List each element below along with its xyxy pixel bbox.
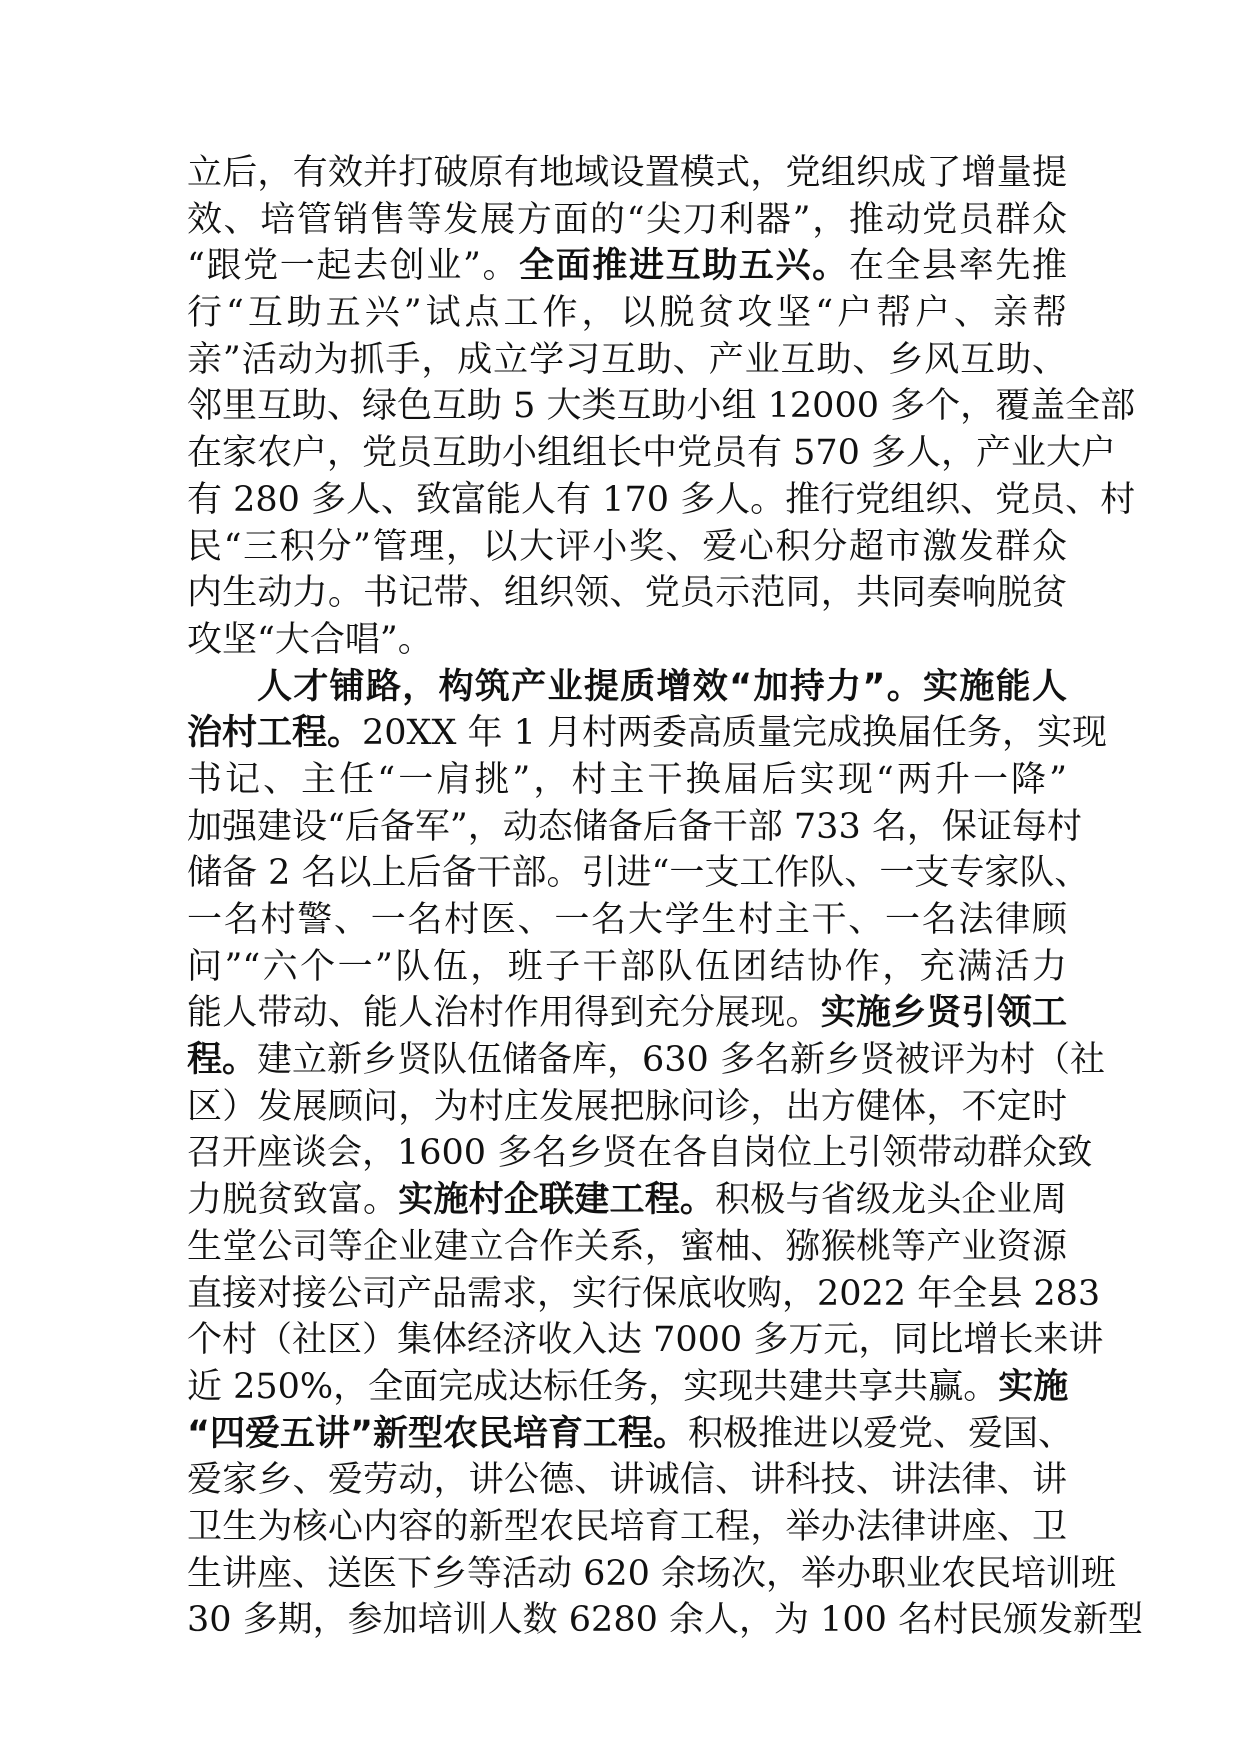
text-line bbox=[187, 197, 1067, 244]
text-line bbox=[187, 850, 1090, 897]
text-segment: 个村（社区）集体经济收入达 7000 多万元，同比增长来讲 bbox=[187, 1320, 1104, 1361]
text-line bbox=[187, 990, 1067, 1037]
text-line bbox=[187, 383, 1136, 430]
text-segment: “跟党一起去创业”。 bbox=[187, 246, 520, 287]
text-line bbox=[187, 1364, 1067, 1411]
bold-text-segment: 实施 bbox=[998, 1366, 1069, 1407]
text-segment: 有 280 多人、致富能人有 170 多人。推行党组织、党员、村 bbox=[187, 479, 1136, 520]
bold-text-segment: 实施乡贤引领工 bbox=[820, 993, 1067, 1034]
body-text bbox=[187, 150, 1144, 1644]
text-segment: 区）发展顾问，为村庄发展把脉问诊，出方健体，不定时 bbox=[187, 1086, 1067, 1127]
text-segment: 20XX 年 1 月村两委高质量完成换届任务，实现 bbox=[362, 713, 1108, 754]
text-segment: 积极与省级龙头企业周 bbox=[715, 1180, 1067, 1221]
text-segment: 问”“六个一”队伍，班子干部队伍团结协作，充满活力 bbox=[187, 946, 1067, 987]
text-line bbox=[187, 1411, 1074, 1458]
text-segment: 邻里互助、绿色互助 5 大类互助小组 12000 多个，覆盖全部 bbox=[187, 386, 1136, 427]
text-line bbox=[187, 1551, 1117, 1598]
text-line bbox=[187, 243, 1067, 290]
text-line bbox=[187, 617, 1067, 664]
bold-text-segment: 全面推进互助五兴。 bbox=[519, 246, 849, 287]
text-line bbox=[187, 1504, 1067, 1551]
text-segment: 民“三积分”管理，以大评小奖、爱心积分超市激发群众 bbox=[187, 526, 1067, 567]
text-segment: 能人带动、能人治村作用得到充分展现。 bbox=[187, 993, 821, 1034]
text-line bbox=[187, 477, 1136, 524]
text-segment: 行“互助五兴”试点工作，以脱贫攻坚“户帮户、亲帮 bbox=[187, 293, 1067, 334]
text-segment: 立后，有效并打破原有地域设置模式，党组织成了增量提 bbox=[187, 153, 1067, 193]
text-line bbox=[187, 1037, 1105, 1084]
text-line bbox=[187, 1084, 1067, 1131]
text-segment: 书记、主任“一肩挑”，村主干换届后实现“两升一降” bbox=[187, 759, 1067, 800]
text-line bbox=[187, 757, 1067, 804]
text-segment: 亲”活动为抓手，成立学习互助、产业互助、乡风互助、 bbox=[187, 339, 1067, 380]
text-segment: 在家农户，党员互助小组组长中党员有 570 多人，产业大户 bbox=[187, 433, 1117, 474]
text-segment: 积极推进以爱党、爱国、 bbox=[688, 1413, 1074, 1454]
text-segment: 生堂公司等企业建立合作关系，蜜柚、猕猴桃等产业资源 bbox=[187, 1226, 1067, 1267]
text-segment: 加强建设“后备军”，动态储备后备干部 733 名，保证每村 bbox=[187, 806, 1082, 847]
text-segment: 直接对接公司产品需求，实行保底收购，2022 年全县 283 bbox=[187, 1273, 1101, 1314]
text-segment: 召开座谈会，1600 多名乡贤在各自岗位上引领带动群众致 bbox=[187, 1133, 1093, 1174]
text-segment: 近 250%，全面完成达标任务，实现共建共享共赢。 bbox=[187, 1366, 999, 1407]
text-line bbox=[187, 664, 1067, 711]
text-segment: 内生动力。书记带、组织领、党员示范同，共同奏响脱贫 bbox=[187, 573, 1067, 614]
text-line bbox=[187, 430, 1117, 477]
text-segment: 卫生为核心内容的新型农民培育工程，举办法律讲座、卫 bbox=[187, 1506, 1067, 1547]
text-segment: 力脱贫致富。 bbox=[187, 1180, 399, 1221]
text-line bbox=[187, 337, 1067, 384]
text-line bbox=[187, 1271, 1101, 1318]
text-segment: 生讲座、送医下乡等活动 620 余场次，举办职业农民培训班 bbox=[187, 1553, 1117, 1594]
text-line bbox=[187, 944, 1067, 991]
text-segment: 在全县率先推 bbox=[848, 246, 1067, 287]
text-line bbox=[187, 524, 1067, 571]
bold-text-segment: 实施村企联建工程。 bbox=[398, 1180, 716, 1221]
text-line bbox=[187, 1224, 1067, 1271]
text-segment: 储备 2 名以上后备干部。引进“一支工作队、一支专家队、 bbox=[187, 853, 1090, 894]
text-segment: 一名村警、一名村医、一名大学生村主干、一名法律顾 bbox=[187, 900, 1067, 940]
text-line bbox=[187, 1177, 1067, 1224]
text-segment: 30 多期，参加培训人数 6280 余人，为 100 名村民颁发新型 bbox=[187, 1600, 1144, 1641]
text-line bbox=[187, 1130, 1093, 1177]
text-line bbox=[187, 1457, 1067, 1504]
text-line bbox=[187, 804, 1082, 851]
bold-text-segment: “四爱五讲”新型农民培育工程。 bbox=[187, 1413, 689, 1454]
text-line bbox=[187, 710, 1108, 757]
text-segment: 建立新乡贤队伍储备库，630 多名新乡贤被评为村（社 bbox=[257, 1040, 1105, 1081]
text-segment: 效、培管销售等发展方面的“尖刀利器”，推动党员群众 bbox=[187, 199, 1067, 240]
text-line bbox=[187, 290, 1067, 337]
text-line bbox=[187, 1317, 1104, 1364]
text-line bbox=[187, 1597, 1144, 1644]
bold-text-segment: 人才铺路，构筑产业提质增效“加持力”。实施能人 bbox=[257, 666, 1067, 707]
text-line bbox=[187, 150, 1067, 197]
text-segment: 攻坚“大合唱”。 bbox=[187, 619, 433, 660]
text-segment: 爱家乡、爱劳动，讲公德、讲诚信、讲科技、讲法律、讲 bbox=[187, 1460, 1067, 1501]
text-line bbox=[187, 570, 1067, 617]
bold-text-segment: 治村工程。 bbox=[187, 713, 363, 754]
text-line bbox=[187, 897, 1067, 944]
bold-text-segment: 程。 bbox=[187, 1040, 258, 1081]
